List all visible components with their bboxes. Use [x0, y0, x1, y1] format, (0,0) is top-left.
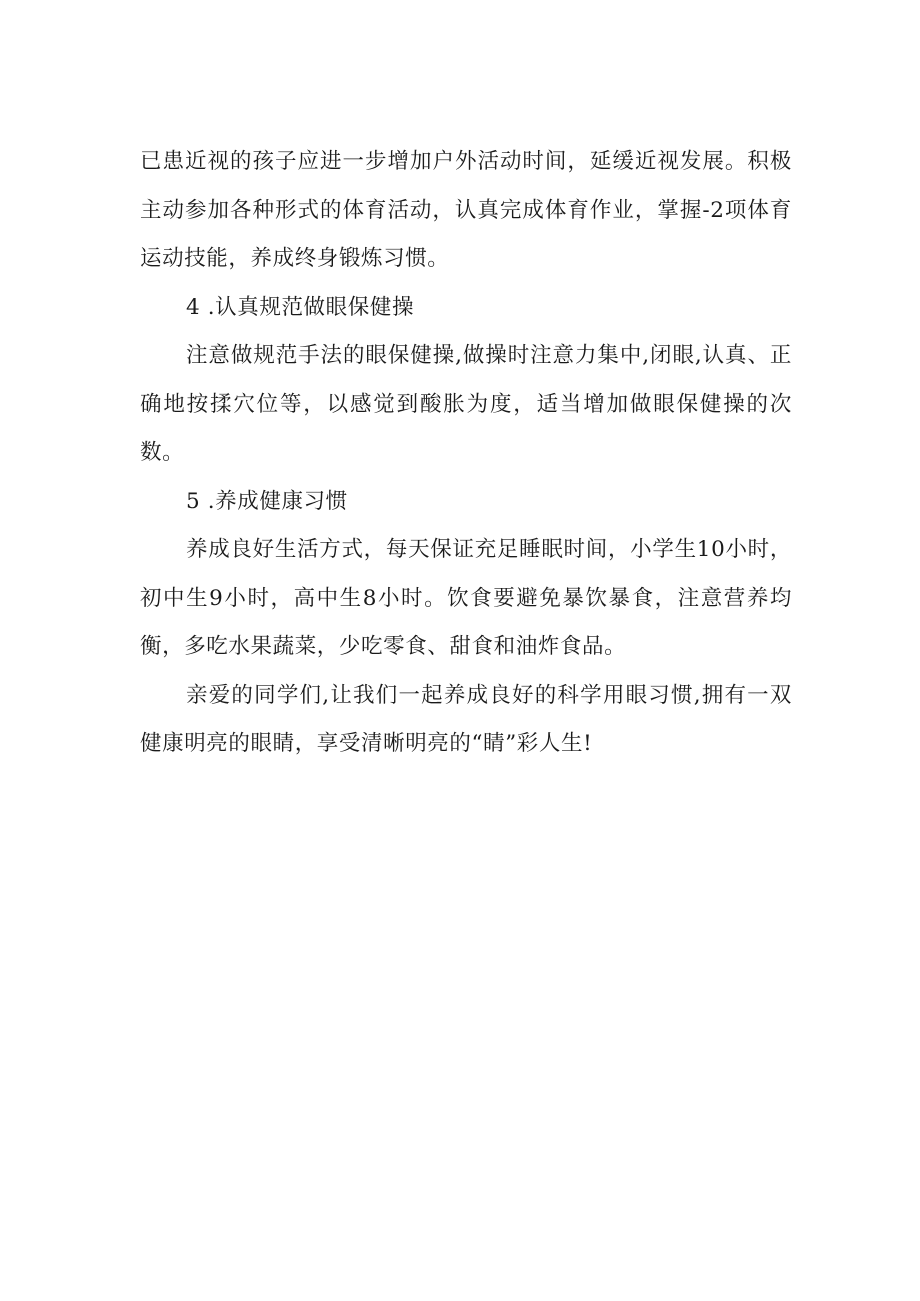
document-body: [140, 138, 792, 769]
section-heading-healthy-habits: 5 .养成健康习惯: [186, 488, 348, 514]
section-heading-eye-exercises: 4 .认真规范做眼保健操: [186, 294, 415, 320]
paragraph-eye-exercises: 注意做规范手法的眼保健操,做操时注意力集中,闭眼,认真、正确地按揉穴位等，以感觉到酸胀为度，适当增加做眼保健操的次数。: [140, 343, 792, 465]
paragraph-closing: 亲爱的同学们,让我们一起养成良好的科学用眼习惯,拥有一双健康明亮的眼睛，享受清晰明亮的“睛”彩人生!: [140, 682, 792, 756]
paragraph-outdoor-activity: 已患近视的孩子应进一步增加户外活动时间，延缓近视发展。积极主动参加各种形式的体育活动，认真完成体育作业，掌握-2项体育运动技能，养成终身锻炼习惯。: [140, 149, 792, 271]
paragraph-healthy-habits: 养成良好生活方式，每天保证充足睡眠时间，小学生10小时，初中生9小时，高中生8小时。饮食要避免暴饮暴食，注意营养均衡，多吃水果蔬菜，少吃零食、甜食和油炸食品。: [140, 537, 792, 659]
